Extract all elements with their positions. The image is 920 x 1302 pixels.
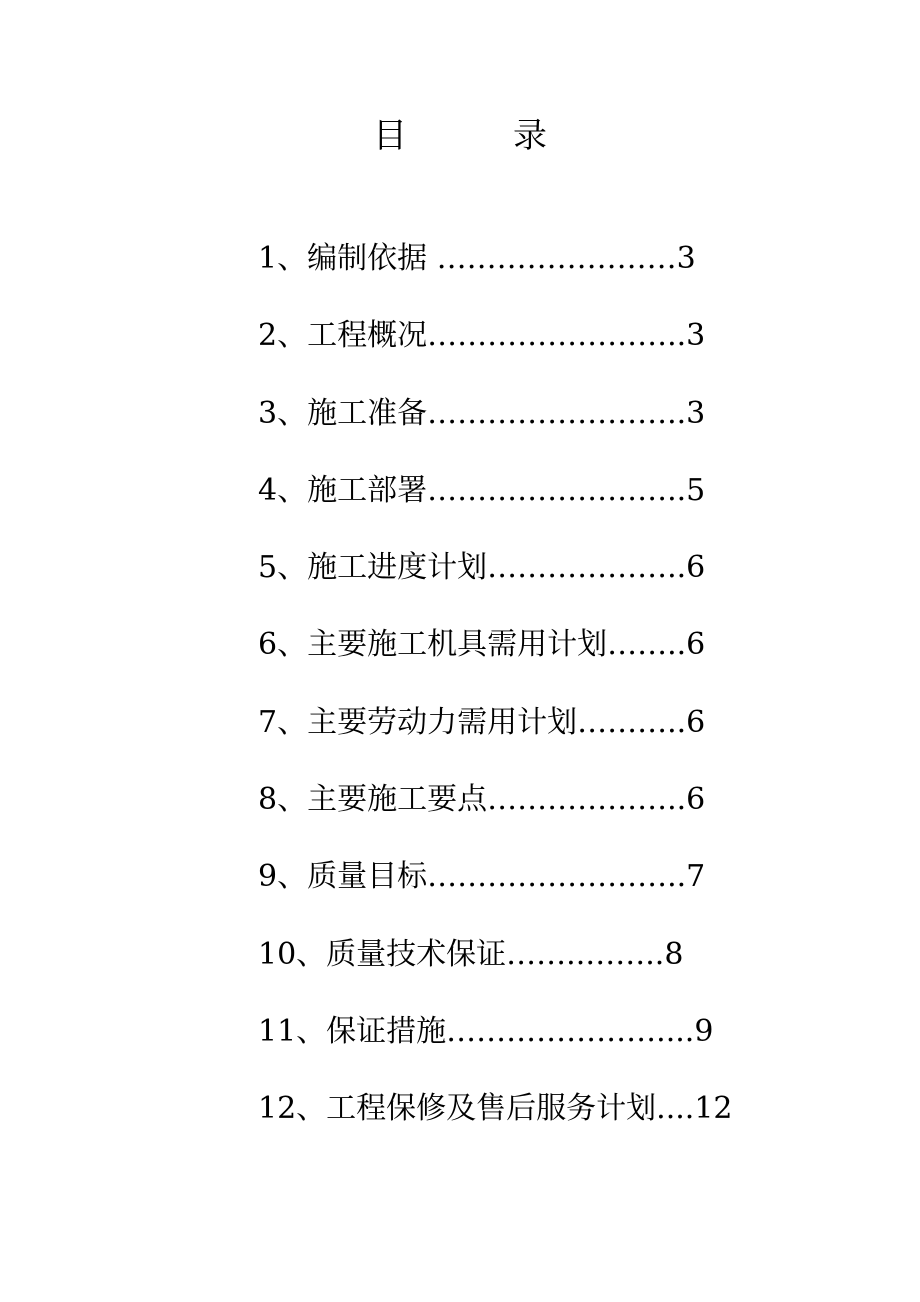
toc-entry[interactable]: 3、施工准备……………………..3 (258, 395, 706, 431)
toc-entry[interactable]: 1、编制依据 ……………………3 (258, 241, 696, 276)
toc-entry[interactable]: 12、工程保修及售后服务计划....12 (258, 1091, 733, 1127)
table-of-contents (258, 235, 733, 1163)
toc-entry[interactable]: 6、主要施工机具需用计划……..6 (258, 627, 706, 663)
toc-entry[interactable]: 11、保证措施…………………....9 (258, 1013, 714, 1049)
toc-entry[interactable]: 2、工程概况……………………..3 (258, 318, 706, 354)
toc-entry[interactable]: 9、质量目标……………………..7 (258, 859, 706, 895)
toc-entry[interactable]: 10、质量技术保证……..……..8 (258, 936, 684, 972)
toc-entry[interactable]: 4、施工部署……………………..5 (258, 472, 706, 508)
toc-entry[interactable]: 8、主要施工要点………………..6 (258, 782, 706, 818)
toc-entry[interactable]: 5、施工进度计划………………..6 (258, 550, 706, 586)
page-title: 目 录 (373, 116, 583, 156)
toc-entry[interactable]: 7、主要劳动力需用计划………..6 (258, 704, 706, 740)
